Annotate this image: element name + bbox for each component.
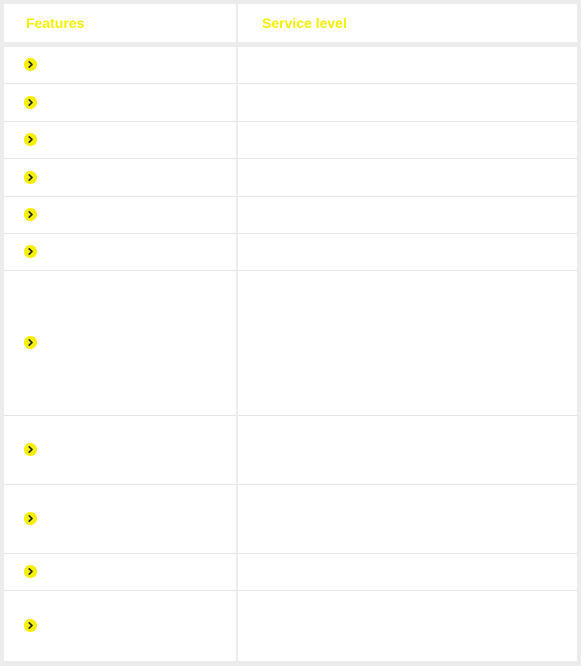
table-row[interactable]: [4, 554, 577, 591]
service-level-cell: [238, 47, 577, 84]
chevron-right-icon[interactable]: [24, 619, 37, 632]
feature-cell: [4, 84, 238, 122]
feature-cell: [4, 416, 238, 485]
feature-cell: [4, 47, 238, 84]
chevron-right-icon[interactable]: [24, 133, 37, 146]
chevron-right-icon[interactable]: [24, 245, 37, 258]
feature-cell: [4, 122, 238, 159]
chevron-right-icon[interactable]: [24, 443, 37, 456]
table-row[interactable]: [4, 159, 577, 197]
feature-cell: [4, 197, 238, 234]
chevron-right-icon[interactable]: [24, 171, 37, 184]
feature-cell: [4, 554, 238, 591]
service-level-cell: [238, 485, 577, 554]
chevron-right-icon[interactable]: [24, 336, 37, 349]
table-row[interactable]: [4, 47, 577, 84]
service-level-cell: [238, 554, 577, 591]
service-level-cell: [238, 159, 577, 197]
service-level-cell: [238, 122, 577, 159]
service-level-cell: [238, 591, 577, 661]
chevron-right-icon[interactable]: [24, 565, 37, 578]
chevron-right-icon[interactable]: [24, 512, 37, 525]
table-row[interactable]: [4, 197, 577, 234]
service-level-cell: [238, 271, 577, 416]
chevron-right-icon[interactable]: [24, 208, 37, 221]
feature-cell: [4, 234, 238, 271]
service-level-cell: [238, 197, 577, 234]
table-row[interactable]: [4, 84, 577, 122]
table-row[interactable]: [4, 271, 577, 416]
table-row[interactable]: [4, 234, 577, 271]
feature-cell: [4, 591, 238, 661]
table-row[interactable]: [4, 485, 577, 554]
table-row[interactable]: [4, 591, 577, 661]
feature-cell: [4, 159, 238, 197]
service-level-cell: [238, 416, 577, 485]
feature-cell: [4, 485, 238, 554]
table-body: [4, 47, 577, 661]
features-table: [4, 4, 577, 661]
chevron-right-icon[interactable]: [24, 58, 37, 71]
chevron-right-icon[interactable]: [24, 96, 37, 109]
table-row[interactable]: [4, 416, 577, 485]
table-row[interactable]: [4, 122, 577, 159]
features-column-header: Features: [4, 4, 238, 47]
service-level-column-header: Service level: [238, 4, 577, 47]
service-level-cell: [238, 84, 577, 122]
service-level-cell: [238, 234, 577, 271]
feature-cell: [4, 271, 238, 416]
table-header-row: [4, 4, 577, 47]
